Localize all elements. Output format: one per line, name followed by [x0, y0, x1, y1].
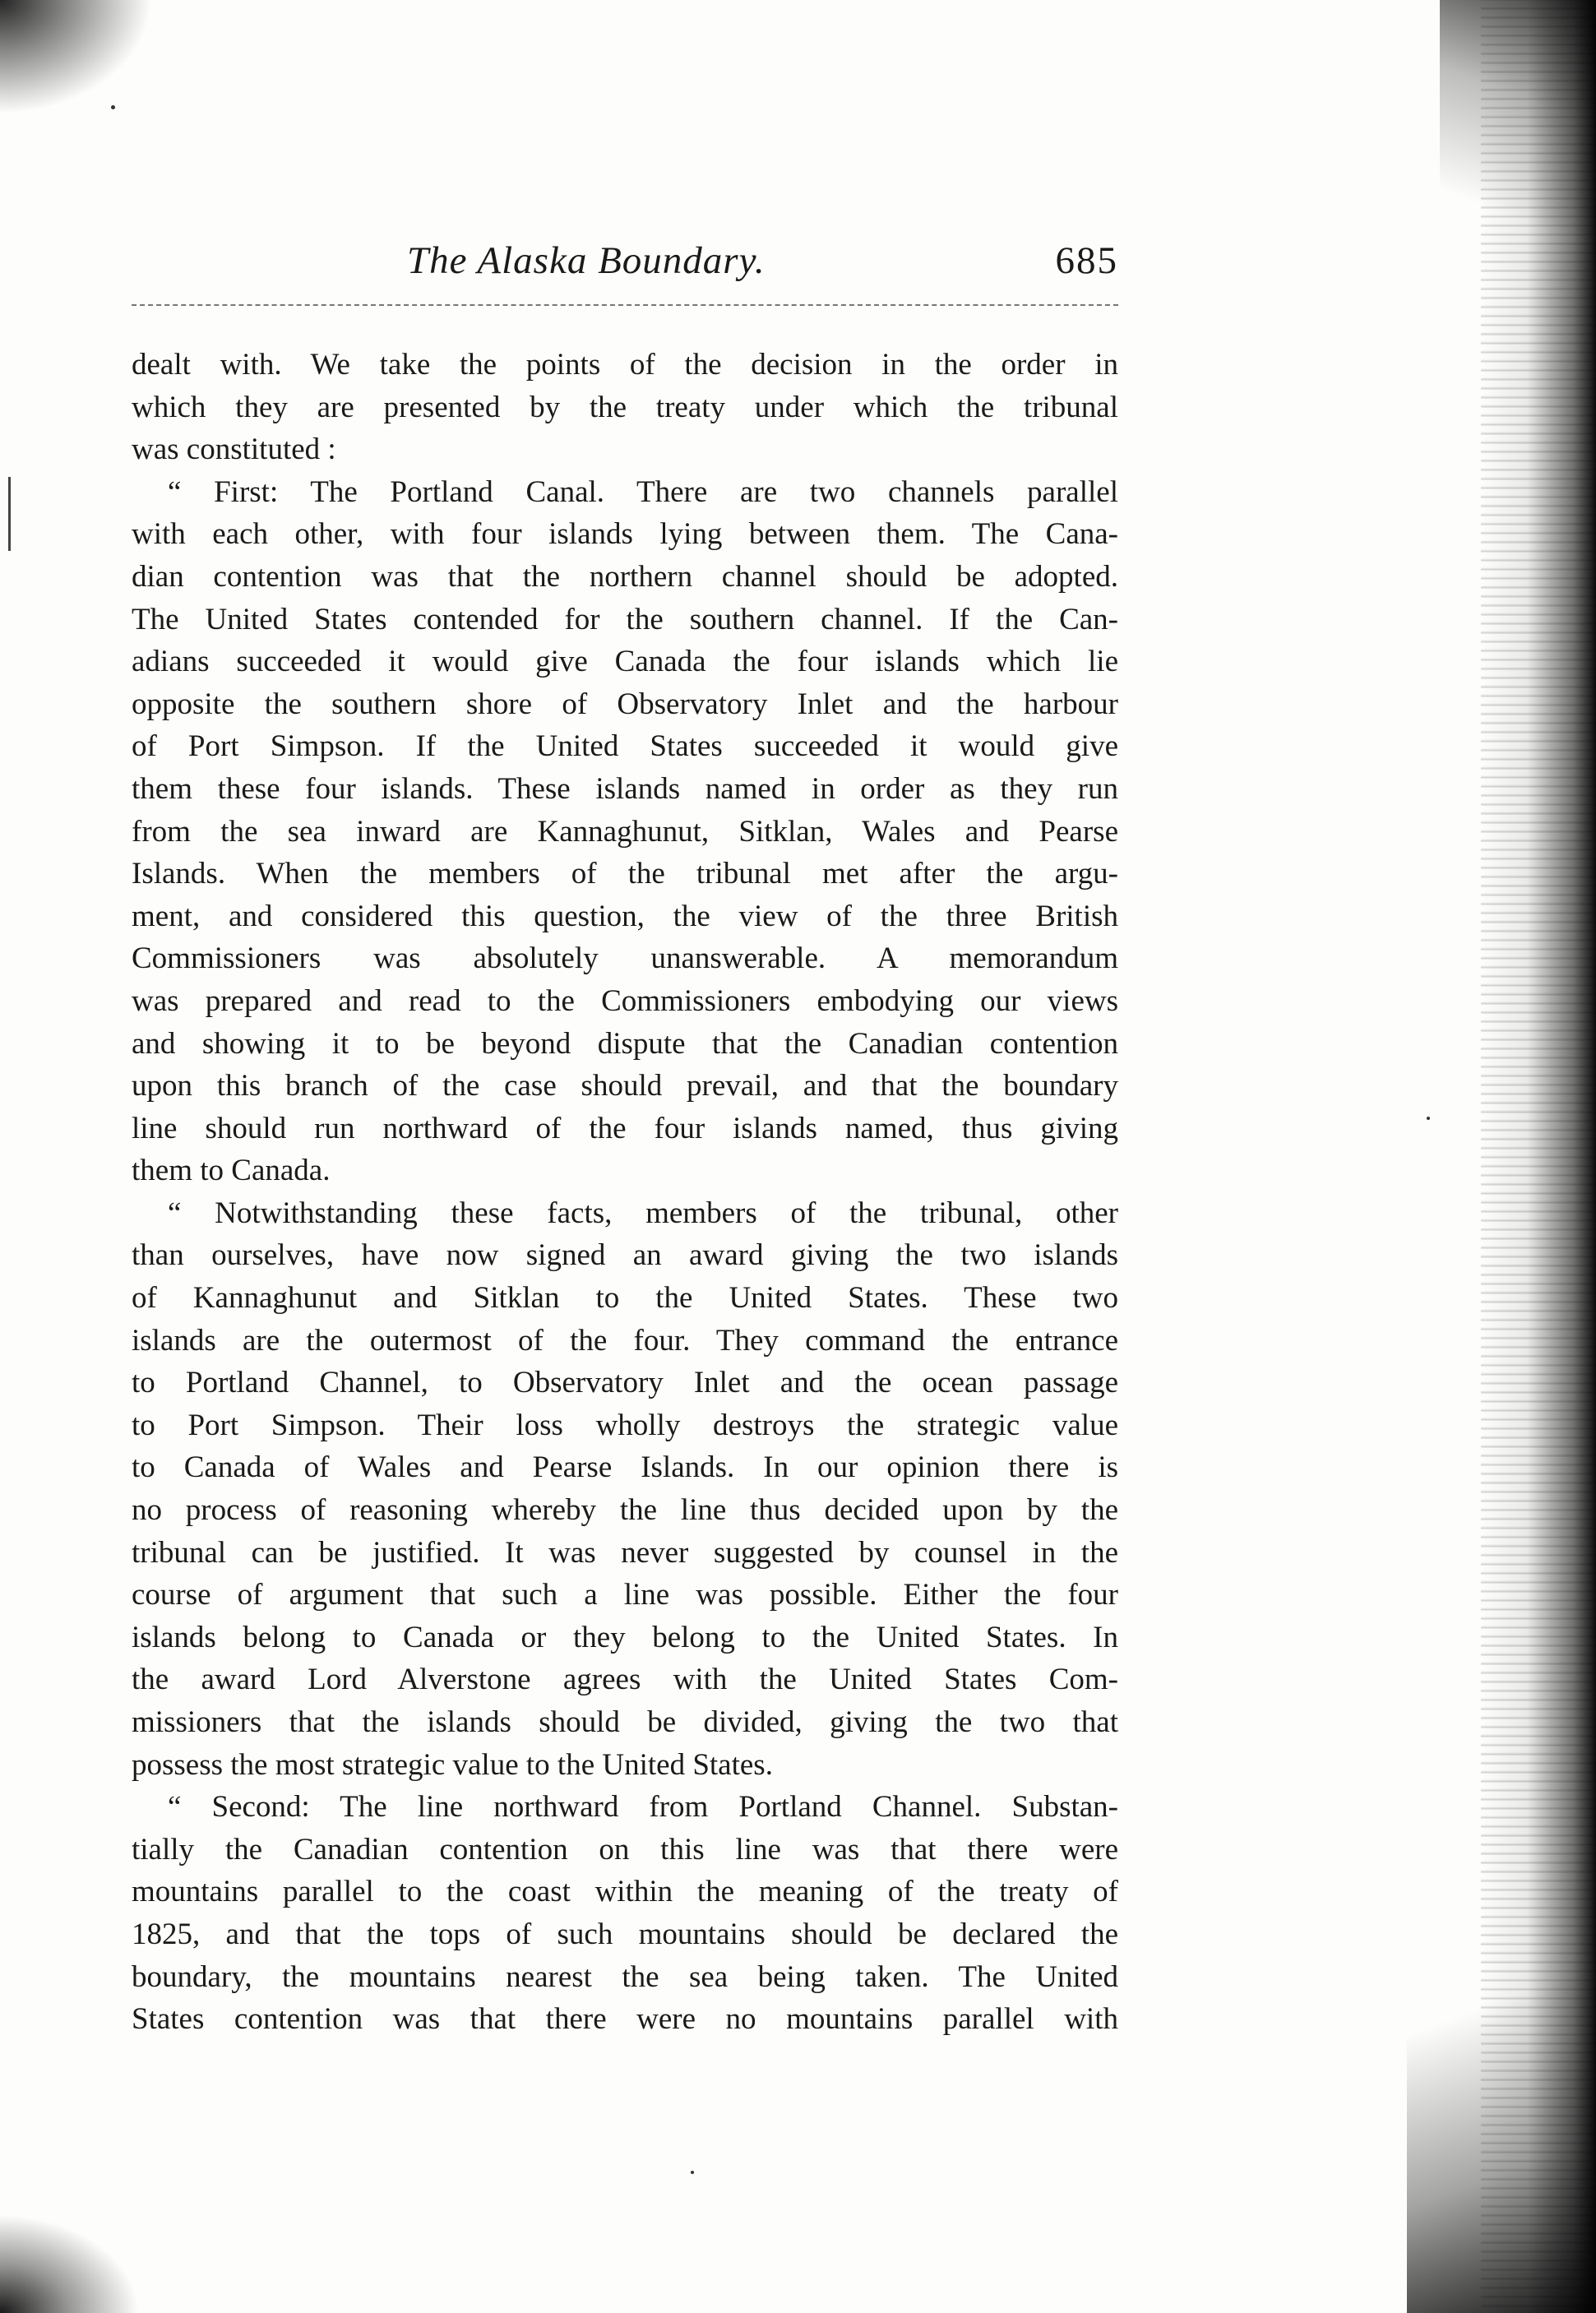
text-line: islands are the outermost of the four. They command the entrance: [132, 1323, 1118, 1358]
scan-shadow-bottom-right: [1407, 1885, 1596, 2313]
text-line: to Port Simpson. Their loss wholly destroys the strategic value: [132, 1408, 1118, 1442]
text-line: “ First: The Portland Canal. There are two channels parallel: [168, 474, 1118, 509]
ink-speck: [691, 2171, 694, 2174]
text-line: line should run northward of the four islands named, thus giving: [132, 1111, 1118, 1145]
page-number: 685: [1055, 239, 1118, 282]
text-line: and showing it to be beyond dispute that the Canadian contention: [132, 1026, 1118, 1061]
text-line: “ Second: The line northward from Portland Channel. Substan-: [168, 1790, 1118, 1825]
text-line: islands belong to Canada or they belong to the United States. In: [132, 1620, 1118, 1654]
text-line: the award Lord Alverstone agrees with the United States Com-: [132, 1663, 1118, 1697]
header-rule: [132, 304, 1118, 306]
text-line: tially the Canadian contention on this line was that there were: [132, 1832, 1118, 1867]
text-line: “ Notwithstanding these facts, members of the tribunal, other: [168, 1196, 1118, 1230]
text-line: upon this branch of the case should prevail, and that the boundary: [132, 1069, 1118, 1103]
text-line: States contention was that there were no mountains parallel with: [132, 2002, 1118, 2037]
text-line: than ourselves, have now signed an award giving the two islands: [132, 1238, 1118, 1273]
text-line: to Portland Channel, to Observatory Inlet and the ocean passage: [132, 1366, 1118, 1400]
text-line: Islands. When the members of the tribunal met after the argu-: [132, 857, 1118, 891]
text-line: of Port Simpson. If the United States succeeded it would give: [132, 729, 1118, 764]
scan-shadow-top-left: [0, 0, 164, 123]
text-line: was prepared and read to the Commissioners embodying our views: [132, 983, 1118, 1018]
scan-shadow-bottom-left: [0, 2214, 140, 2313]
text-line: dian contention was that the northern channel should be adopted.: [132, 559, 1118, 594]
text-line: tribunal can be justified. It was never suggested by counsel in the: [132, 1535, 1118, 1570]
text-line: no process of reasoning whereby the line thus decided upon by the: [132, 1493, 1118, 1528]
text-line: ment, and considered this question, the view of the three British: [132, 899, 1118, 933]
text-line: missioners that the islands should be divided, giving the two that: [132, 1705, 1118, 1739]
text-line: Commissioners was absolutely unanswerable. A memorandum: [132, 941, 1118, 976]
text-line: them these four islands. These islands named in order as they run: [132, 771, 1118, 806]
text-line: was constituted :: [132, 433, 336, 467]
text-line: boundary, the mountains nearest the sea being taken. The United: [132, 1959, 1118, 1994]
ink-speck: [111, 105, 115, 109]
text-line: mountains parallel to the coast within the meaning of the treaty of: [132, 1875, 1118, 1909]
body-text: [132, 344, 1118, 2041]
running-title: The Alaska Boundary.: [407, 239, 766, 282]
text-line: possess the most strategic value to the United States.: [132, 1747, 773, 1782]
text-line: course of argument that such a line was possible. Either the four: [132, 1578, 1118, 1612]
text-line: them to Canada.: [132, 1154, 331, 1188]
text-line: of Kannaghunut and Sitklan to the United States. These two: [132, 1281, 1118, 1316]
text-line: from the sea inward are Kannaghunut, Sitklan, Wales and Pearse: [132, 814, 1118, 849]
text-line: The United States contended for the southern channel. If the Can-: [132, 602, 1118, 636]
text-line: opposite the southern shore of Observatory Inlet and the harbour: [132, 687, 1118, 721]
text-line: which they are presented by the treaty under which the tribunal: [132, 390, 1118, 424]
text-line: to Canada of Wales and Pearse Islands. In our opinion there is: [132, 1450, 1118, 1485]
margin-mark: [8, 477, 11, 551]
text-line: 1825, and that the tops of such mountains should be declared the: [132, 1917, 1118, 1951]
ink-speck: [1427, 1117, 1430, 1120]
text-line: with each other, with four islands lying between them. The Cana-: [132, 517, 1118, 552]
running-header: [132, 238, 1118, 296]
text-line: dealt with. We take the points of the decision in the order in: [132, 348, 1118, 382]
scan-shadow-top-right: [1440, 0, 1596, 296]
text-line: adians succeeded it would give Canada the four islands which lie: [132, 645, 1118, 679]
